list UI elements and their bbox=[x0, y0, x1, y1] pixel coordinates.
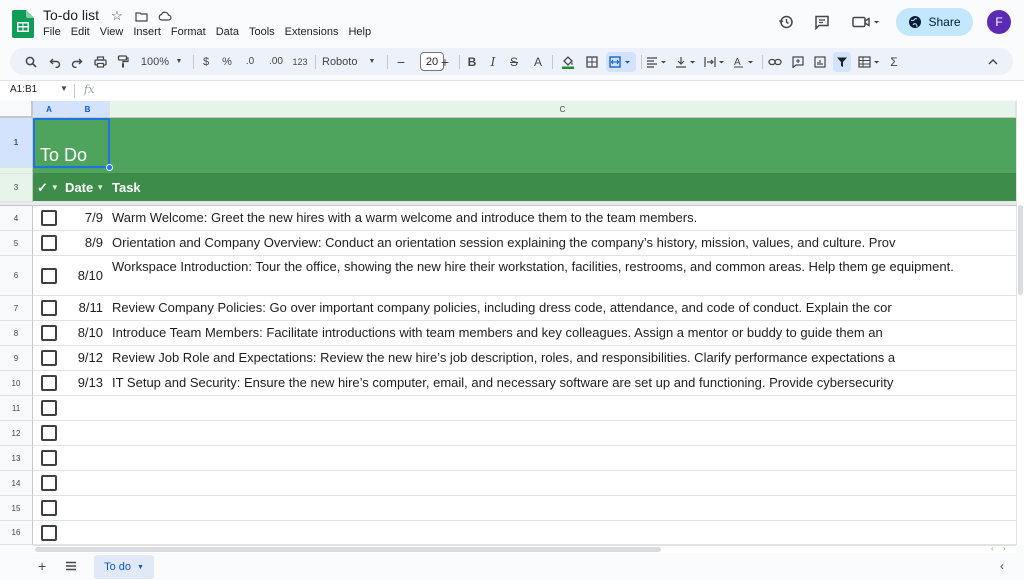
menu-bar bbox=[43, 26, 381, 38]
task-date[interactable]: 8/9 bbox=[84, 235, 103, 250]
vertical-scrollbar[interactable] bbox=[1016, 101, 1024, 545]
row-header-9[interactable]: 9 bbox=[0, 346, 33, 371]
table-row bbox=[33, 471, 1016, 496]
task-checkbox[interactable] bbox=[41, 300, 57, 316]
filter-views-icon[interactable] bbox=[856, 48, 884, 75]
comments-icon[interactable] bbox=[808, 8, 836, 36]
sheets-logo-icon[interactable] bbox=[12, 10, 34, 38]
insert-link-icon[interactable] bbox=[766, 48, 784, 75]
task-date[interactable]: 8/11 bbox=[78, 300, 103, 315]
date-header-label: Date bbox=[65, 180, 94, 195]
task-text[interactable]: Warm Welcome: Greet the new hires with a warm welcome and introduce them to the team members. bbox=[112, 210, 698, 225]
print-icon[interactable] bbox=[91, 48, 109, 75]
task-date[interactable]: 7/9 bbox=[84, 210, 103, 225]
menu-file[interactable]: File bbox=[43, 26, 61, 38]
insert-comment-icon[interactable] bbox=[789, 48, 807, 75]
move-folder-icon[interactable] bbox=[133, 8, 149, 24]
selection-range bbox=[33, 118, 110, 168]
task-date[interactable]: 8/10 bbox=[77, 268, 103, 283]
table-row bbox=[33, 256, 1016, 296]
bold-icon[interactable]: B bbox=[467, 54, 477, 69]
table-row bbox=[33, 396, 1016, 421]
menu-data[interactable]: Data bbox=[215, 26, 239, 38]
name-box[interactable]: A1:B1 bbox=[10, 84, 38, 95]
sheet-tab-label: To do bbox=[104, 561, 131, 573]
decrease-font-size-icon[interactable]: − bbox=[396, 53, 406, 70]
header-row bbox=[33, 174, 1016, 202]
menu-view[interactable]: View bbox=[99, 26, 124, 38]
font-size-input[interactable]: 20 bbox=[420, 52, 444, 71]
table-row bbox=[33, 296, 1016, 321]
task-checkbox[interactable] bbox=[41, 450, 57, 466]
header-task-cell[interactable] bbox=[112, 174, 141, 201]
text-color-icon[interactable]: A bbox=[533, 54, 542, 69]
task-text[interactable]: Orientation and Company Overview: Conduct an orientation session explaining the company’s history, mission, values, and culture. Prov bbox=[112, 235, 896, 250]
row-header-8[interactable]: 8 bbox=[0, 321, 33, 346]
task-text[interactable]: Introduce Team Members: Facilitate introductions with team members and key colleagues. Assign a mentor or buddy to guide them an bbox=[112, 325, 883, 340]
table-row bbox=[33, 421, 1016, 446]
task-checkbox[interactable] bbox=[41, 375, 57, 391]
task-text[interactable]: Workspace Introduction: Tour the office, showing the new hire their workstation, facilities, restrooms, and common areas. Help them ge equipment. bbox=[112, 259, 954, 274]
row-header-15[interactable]: 15 bbox=[0, 496, 33, 521]
header-date-cell[interactable] bbox=[65, 174, 104, 201]
collapse-toolbar-icon[interactable] bbox=[985, 48, 1001, 75]
filter-arrow-icon[interactable]: ▼ bbox=[96, 183, 105, 192]
row-header-6[interactable]: 6 bbox=[0, 256, 33, 296]
task-checkbox[interactable] bbox=[41, 268, 57, 284]
vertical-scroll-thumb[interactable] bbox=[1018, 205, 1023, 295]
task-date[interactable]: 9/12 bbox=[77, 350, 103, 365]
table-row bbox=[33, 521, 1016, 545]
star-icon[interactable]: ☆ bbox=[111, 8, 123, 23]
task-header-label: Task bbox=[112, 180, 141, 195]
horizontal-scroll-thumb[interactable] bbox=[35, 547, 661, 552]
insert-chart-icon[interactable] bbox=[811, 48, 829, 75]
fill-color-icon[interactable] bbox=[559, 48, 577, 75]
table-row bbox=[33, 321, 1016, 346]
increase-font-size-icon[interactable]: + bbox=[440, 53, 450, 70]
format-percent-button[interactable]: % bbox=[222, 55, 232, 68]
app-header bbox=[0, 0, 1024, 46]
row-header-3[interactable]: 3 bbox=[0, 174, 33, 202]
table-row bbox=[33, 231, 1016, 256]
menu-insert[interactable]: Insert bbox=[133, 26, 161, 38]
task-text[interactable]: Review Company Policies: Go over important company policies, including dress code, attendance, and code of conduct. Explain the cor bbox=[112, 300, 892, 315]
fill-handle[interactable] bbox=[106, 164, 113, 171]
task-date[interactable]: 8/10 bbox=[77, 325, 103, 340]
row-header-7[interactable]: 7 bbox=[0, 296, 33, 321]
merge-cells-icon[interactable] bbox=[606, 52, 636, 72]
task-text[interactable]: IT Setup and Security: Ensure the new hire’s computer, email, and necessary software are set up and functioning. Provide cybersecurity bbox=[112, 375, 894, 390]
italic-icon[interactable]: I bbox=[490, 54, 496, 69]
task-checkbox[interactable] bbox=[41, 525, 57, 541]
paint-format-icon[interactable] bbox=[114, 48, 132, 75]
format-currency-button[interactable]: $ bbox=[202, 55, 210, 68]
formula-bar bbox=[0, 80, 1024, 100]
globe-icon bbox=[908, 15, 922, 29]
task-date[interactable]: 9/13 bbox=[77, 375, 103, 390]
filter-arrow-icon[interactable]: ▼ bbox=[50, 183, 59, 192]
row-header-4[interactable]: 4 bbox=[0, 206, 33, 231]
row-header-14[interactable]: 14 bbox=[0, 471, 33, 496]
font-chevron-down-icon[interactable]: ▼ bbox=[368, 58, 376, 65]
share-button[interactable] bbox=[896, 8, 973, 36]
row-header-12[interactable]: 12 bbox=[0, 421, 33, 446]
sheet-tab-bar bbox=[0, 553, 1024, 580]
svg-text:A: A bbox=[734, 56, 741, 68]
task-text[interactable]: Review Job Role and Expectations: Review the new hire’s job description, roles, and responsibilities. Clarify performance expectations a bbox=[112, 350, 896, 365]
horizontal-align-icon[interactable] bbox=[644, 48, 670, 75]
table-row bbox=[33, 346, 1016, 371]
menu-tools[interactable]: Tools bbox=[248, 26, 275, 38]
version-history-icon[interactable] bbox=[772, 8, 800, 36]
menu-format[interactable]: Format bbox=[170, 26, 206, 38]
vertical-align-icon[interactable] bbox=[673, 48, 699, 75]
zoom-chevron-down-icon[interactable]: ▼ bbox=[175, 58, 183, 65]
avatar[interactable]: F bbox=[987, 10, 1011, 34]
sheet-tab-chevron-down-icon[interactable]: ▼ bbox=[136, 563, 144, 571]
row-header-5[interactable]: 5 bbox=[0, 231, 33, 256]
column-header-a[interactable]: A bbox=[33, 101, 66, 118]
title-row bbox=[33, 118, 1016, 174]
table-row bbox=[33, 446, 1016, 471]
frozen-rows-divider[interactable] bbox=[0, 202, 1016, 206]
explore-collapse-icon[interactable]: ‹ bbox=[1000, 559, 1004, 573]
more-formats-button[interactable]: 123 bbox=[292, 56, 308, 67]
spreadsheet-grid bbox=[0, 101, 1016, 545]
row-header-10[interactable]: 10 bbox=[0, 371, 33, 396]
row-header-11[interactable]: 11 bbox=[0, 396, 33, 421]
table-row bbox=[33, 496, 1016, 521]
decrease-decimal-button[interactable]: .0 bbox=[245, 56, 255, 67]
functions-icon[interactable]: Σ bbox=[890, 54, 898, 69]
column-header-c[interactable]: C bbox=[110, 101, 1016, 118]
sheet-title[interactable]: To Do bbox=[40, 145, 88, 165]
text-rotation-icon[interactable] bbox=[731, 48, 757, 75]
scroll-right-arrow-icon[interactable]: › bbox=[1003, 544, 1006, 553]
scroll-left-arrow-icon[interactable]: ‹ bbox=[991, 544, 994, 553]
zoom-value: 100% bbox=[140, 55, 170, 68]
document-title[interactable]: To-do list bbox=[43, 7, 100, 23]
fx-icon: fx bbox=[84, 83, 95, 96]
table-row bbox=[33, 206, 1016, 231]
menu-edit[interactable]: Edit bbox=[70, 26, 90, 38]
task-checkbox[interactable] bbox=[41, 400, 57, 416]
task-checkbox[interactable] bbox=[41, 235, 57, 251]
font-select[interactable] bbox=[322, 48, 362, 75]
borders-icon[interactable] bbox=[583, 48, 601, 75]
increase-decimal-button[interactable]: .00 bbox=[269, 56, 283, 67]
strikethrough-icon[interactable]: S bbox=[509, 54, 518, 69]
filter-icon[interactable] bbox=[833, 52, 851, 72]
select-all-corner[interactable] bbox=[0, 101, 33, 118]
search-menus-icon[interactable] bbox=[22, 48, 40, 75]
meet-call-icon[interactable] bbox=[846, 8, 886, 36]
menu-extensions[interactable]: Extensions bbox=[284, 26, 339, 38]
font-value: Roboto bbox=[322, 55, 358, 68]
all-sheets-menu-icon[interactable] bbox=[65, 558, 77, 574]
title-actions bbox=[109, 8, 173, 24]
task-checkbox[interactable] bbox=[41, 425, 57, 441]
check-header-label: ✓ bbox=[37, 179, 48, 195]
task-checkbox[interactable] bbox=[41, 500, 57, 516]
add-sheet-icon[interactable]: + bbox=[38, 558, 47, 574]
column-header-b[interactable]: B bbox=[66, 101, 110, 118]
task-checkbox[interactable] bbox=[41, 210, 57, 226]
text-wrapping-icon[interactable] bbox=[702, 48, 728, 75]
name-box-chevron-down-icon[interactable]: ▼ bbox=[60, 84, 68, 93]
task-checkbox[interactable] bbox=[41, 350, 57, 366]
cloud-status-icon[interactable] bbox=[157, 8, 173, 24]
task-checkbox[interactable] bbox=[41, 475, 57, 491]
menu-help[interactable]: Help bbox=[348, 26, 372, 38]
row-header-13[interactable]: 13 bbox=[0, 446, 33, 471]
share-label: Share bbox=[928, 15, 961, 29]
row-header-16[interactable]: 16 bbox=[0, 521, 33, 545]
header-check-cell[interactable] bbox=[37, 174, 59, 201]
horizontal-scrollbar[interactable] bbox=[33, 545, 1016, 553]
task-checkbox[interactable] bbox=[41, 325, 57, 341]
row-header-1[interactable]: 1 bbox=[0, 118, 33, 168]
undo-icon[interactable] bbox=[46, 48, 64, 75]
toolbar bbox=[10, 48, 1013, 75]
sheet-tab-to-do[interactable] bbox=[94, 555, 154, 579]
redo-icon[interactable] bbox=[68, 48, 86, 75]
zoom-select[interactable] bbox=[138, 48, 172, 75]
table-row bbox=[33, 371, 1016, 396]
